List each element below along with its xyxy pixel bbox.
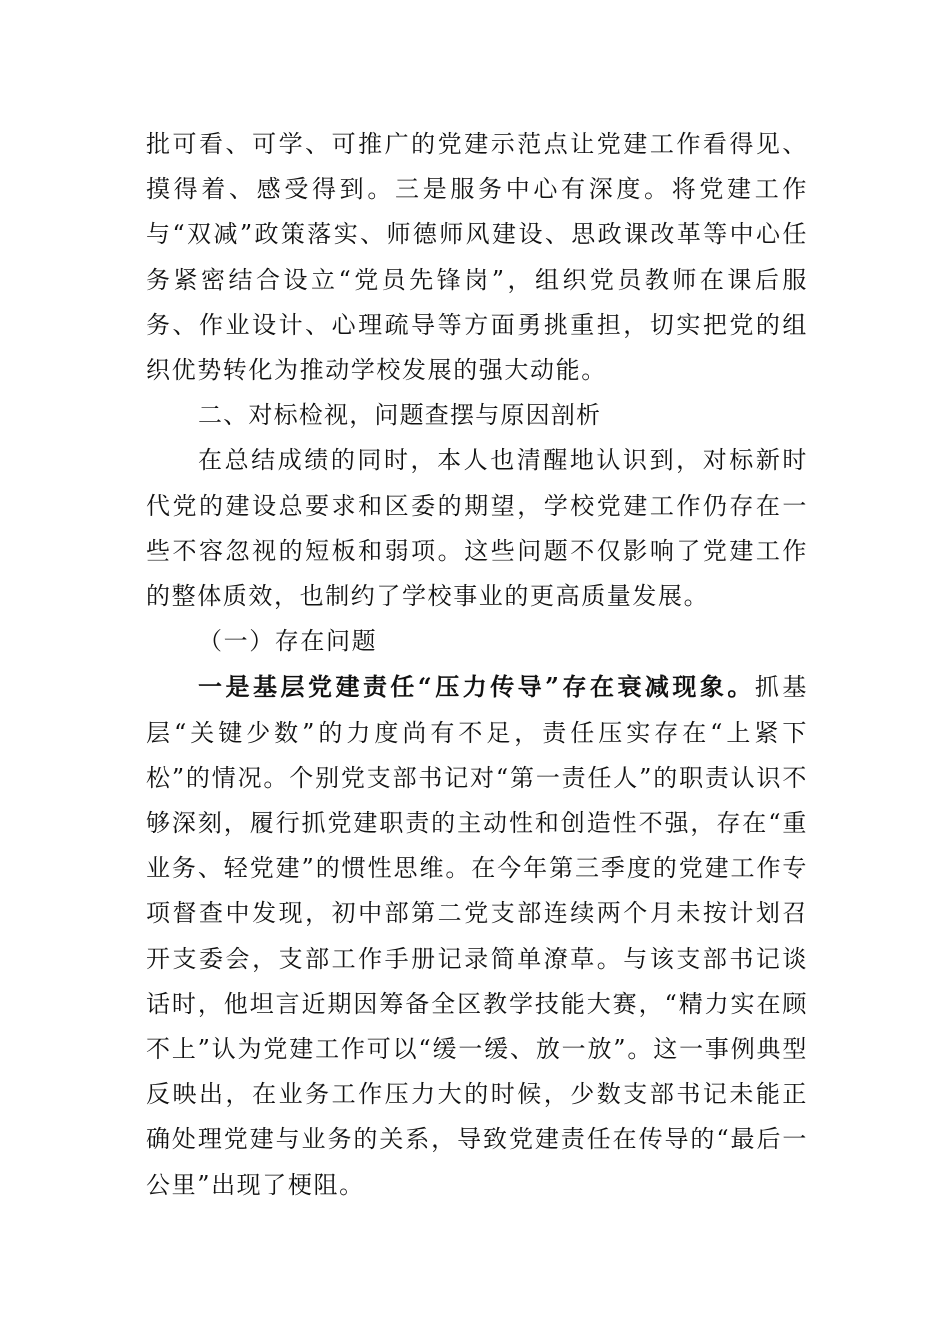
paragraph-summary: 在总结成绩的同时，本人也清醒地认识到，对标新时代党的建设总要求和区委的期望，学校党建工作仍存在一些不容忽视的短板和弱项。这些问题不仅影响了党建工作的整体质效，也制约了学校事业的更高质量发展。 [146, 446, 808, 611]
subsection-heading: （一）存在问题 [198, 627, 378, 656]
paragraph-continued: 批可看、可学、可推广的党建示范点让党建工作看得见、摸得着、感受得到。三是服务中心有深度。将党建工作与“双减”政策落实、师德师风建设、思政课改革等中心任务紧密结合设立“党员先锋岗”，组织党员教师在课后服务、作业设计、心理疏导等方面勇挑重担，切实把党的组织优势转化为推动学校发展的强大动能。 [146, 130, 808, 385]
paragraph-lead: 一是基层党建责任“压力传导”存在衰减现象。 [198, 672, 755, 702]
paragraph-problem-one [146, 664, 808, 1207]
document-body [146, 122, 808, 1208]
section-heading: 二、对标检视，问题查摆与原因剖析 [198, 401, 602, 430]
paragraph-body: 抓基层“关键少数”的力度尚有不足，责任压实存在“上紧下松”的情况。个别党支部书记对“第一责任人”的职责认识不够深刻，履行抓党建职责的主动性和创造性不强，存在“重业务、轻党建”的惯性思维。在今年第三季度的党建工作专项督查中发现，初中部第二党支部连续两个月未按计划召开支委会，支部工作手册记录简单潦草。与该支部书记谈话时，他坦言近期因筹备全区教学技能大赛，“精力实在顾不上”认为党建工作可以“缓一缓、放一放”。这一事例典型反映出，在业务工作压力大的时候，少数支部书记未能正确处理党建与业务的关系，导致党建责任在传导的“最后一公里”出现了梗阻。 [146, 673, 808, 1199]
